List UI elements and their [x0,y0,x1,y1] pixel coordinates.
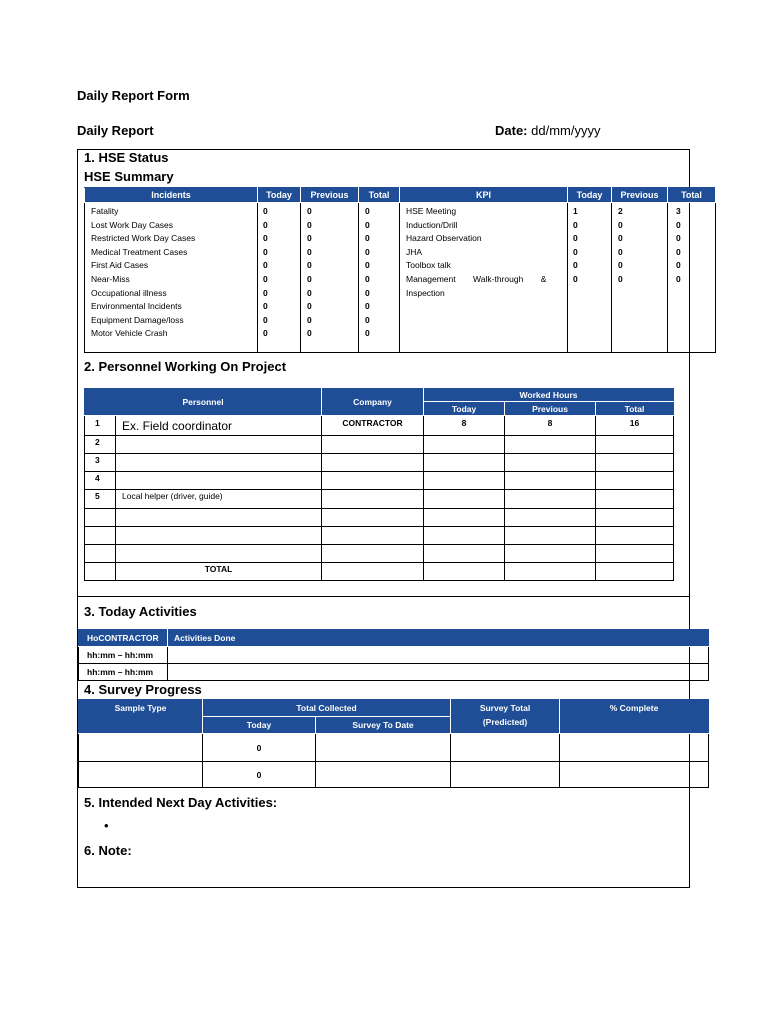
percent-complete-header: % Complete [560,700,709,734]
incident-total-value: 0 [365,206,370,216]
incident-today-cell[interactable] [258,203,301,353]
personnel-cell[interactable] [116,472,322,490]
incident-today-value: 0 [263,219,268,230]
kpi-today-value: 0 [573,219,578,230]
incident-name: Equipment Damage/loss [91,314,184,325]
kpi-name: Toolbox talk [406,260,451,271]
personnel-cell[interactable] [116,545,322,563]
sample-type-cell[interactable] [79,734,203,762]
section2-title: 2. Personnel Working On Project [84,359,287,374]
kpi-previous-value: 2 [618,206,623,216]
section3-title: 3. Today Activities [84,604,197,619]
row-number [85,509,116,527]
hours-total-cell[interactable] [596,527,674,545]
total-collected-header: Total Collected [203,700,451,717]
company-cell[interactable]: CONTRACTOR [322,416,424,436]
kpi-name: Hazard Observation [406,233,482,244]
kpi-total-header: Total [668,188,716,203]
kpi-total-value: 0 [676,233,681,244]
survey-to-date-cell[interactable] [316,734,451,762]
time-header: HoCONTRACTOR [79,630,168,647]
table-row [85,545,674,563]
incident-name: Restricted Work Day Cases [91,233,196,244]
kpi-total-value: 0 [676,219,681,230]
incident-total-value: 0 [365,273,370,284]
hours-today-cell[interactable] [424,472,505,490]
incident-total-value: 0 [365,287,370,298]
row-number [85,545,116,563]
kpi-today-header: Today [568,188,612,203]
hours-today-header: Today [424,402,505,416]
personnel-cell[interactable] [116,436,322,454]
survey-total-cell[interactable] [451,762,560,788]
personnel-header: Personnel [85,389,322,416]
incident-previous-value: 0 [307,246,312,257]
section5-title: 5. Intended Next Day Activities: [84,795,278,810]
hours-previous-cell[interactable] [505,436,596,454]
kpi-today-value: 0 [573,246,578,257]
incident-today-value: 0 [263,301,268,312]
report-label: Daily Report [77,123,154,138]
kpi-total-value: 3 [676,206,681,216]
incident-previous-value: 0 [307,219,312,230]
hours-previous-header: Previous [505,402,596,416]
incident-total-value: 0 [365,301,370,312]
survey-total-predicted-header: (Predicted) [451,717,560,734]
hours-total-cell[interactable] [596,545,674,563]
row-number [85,527,116,545]
table-row [85,416,674,436]
incidents-total-header: Total [359,188,400,203]
activity-cell[interactable] [168,664,709,681]
form-title: Daily Report Form [77,88,190,103]
hours-previous-total-cell[interactable] [505,563,596,581]
table-row [79,762,709,788]
incident-name: Lost Work Day Cases [91,219,174,230]
hours-previous-cell[interactable] [505,454,596,472]
hours-previous-cell[interactable] [505,545,596,563]
incident-previous-value: 0 [307,328,312,339]
section6-title: 6. Note: [84,843,132,858]
incident-previous-cell[interactable] [301,203,359,353]
kpi-previous-value: 0 [618,273,623,284]
section1-subtitle: HSE Summary [84,169,174,184]
incident-today-value: 0 [263,260,268,271]
kpi-name: Management Walk-through & [406,273,547,284]
table-row [85,490,674,509]
survey-today-header: Today [203,717,316,734]
kpi-today-value: 1 [573,206,578,216]
survey-to-date-header: Survey To Date [316,717,451,734]
hours-total-cell[interactable] [596,472,674,490]
incident-today-value: 0 [263,246,268,257]
kpi-name: JHA [406,246,423,257]
personnel-cell[interactable]: Ex. Field coordinator [116,416,322,436]
table-row [79,734,709,762]
incident-today-value: 0 [263,328,268,339]
incident-total-value: 0 [365,233,370,244]
incident-total-value: 0 [365,219,370,230]
incident-previous-value: 0 [307,287,312,298]
personnel-table [84,388,674,581]
total-row [85,563,674,581]
kpi-name-continued: Inspection [406,287,445,298]
kpi-total-value: 0 [676,246,681,257]
kpi-previous-value: 0 [618,219,623,230]
hours-total-cell[interactable] [596,509,674,527]
section4-title: 4. Survey Progress [84,682,202,697]
hours-today-cell[interactable] [424,545,505,563]
hours-today-cell[interactable] [424,454,505,472]
kpi-total-value: 0 [676,273,681,284]
row-number: 1 [85,416,116,436]
kpi-today-value: 0 [573,260,578,271]
company-cell[interactable] [322,509,424,527]
personnel-cell[interactable] [116,454,322,472]
hours-total-cell[interactable] [596,436,674,454]
company-cell[interactable] [322,472,424,490]
hours-previous-cell[interactable] [505,509,596,527]
incident-previous-value: 0 [307,206,312,216]
kpi-names-cell [400,203,568,353]
hours-total-header: Total [596,402,674,416]
incident-previous-value: 0 [307,301,312,312]
kpi-previous-header: Previous [612,188,668,203]
time-cell[interactable]: hh:mm – hh:mm [79,647,168,664]
section-divider [77,596,690,597]
row-number [85,563,116,581]
table-row [79,664,709,681]
hours-previous-cell[interactable] [505,490,596,509]
hours-today-cell[interactable] [424,509,505,527]
incident-today-value: 0 [263,233,268,244]
incident-name: Fatality [91,206,119,216]
incident-total-value: 0 [365,246,370,257]
kpi-today-cell[interactable] [568,203,612,353]
company-cell[interactable] [322,490,424,509]
survey-progress-table [78,699,709,788]
bullet-item[interactable]: • [104,818,109,833]
table-row [85,509,674,527]
company-cell[interactable] [322,454,424,472]
survey-total-header: Survey Total [451,700,560,717]
incident-total-cell[interactable] [359,203,400,353]
table-row [85,454,674,472]
personnel-cell[interactable] [116,527,322,545]
table-row [79,647,709,664]
hours-previous-cell[interactable]: 8 [505,416,596,436]
hours-today-cell[interactable] [424,490,505,509]
kpi-today-value: 0 [573,233,578,244]
table-row [85,472,674,490]
incident-today-value: 0 [263,273,268,284]
incident-today-value: 0 [263,206,268,216]
percent-complete-cell[interactable] [560,762,709,788]
incident-previous-value: 0 [307,314,312,325]
incident-name: Medical Treatment Cases [91,246,188,257]
incidents-header: Incidents [85,188,258,203]
company-cell[interactable] [322,545,424,563]
survey-today-cell[interactable]: 0 [203,734,316,762]
table-row [85,527,674,545]
hours-today-cell[interactable] [424,527,505,545]
hours-previous-cell[interactable] [505,472,596,490]
kpi-total-cell[interactable] [668,203,716,353]
kpi-name: HSE Meeting [406,206,457,216]
row-number: 5 [85,490,116,509]
sample-type-header: Sample Type [79,700,203,734]
row-number: 2 [85,436,116,454]
incident-name: Near-Miss [91,273,130,284]
row-number: 3 [85,454,116,472]
sample-type-cell[interactable] [79,762,203,788]
table-row [85,436,674,454]
kpi-total-value: 0 [676,260,681,271]
incident-total-value: 0 [365,328,370,339]
incident-name: First Aid Cases [91,260,149,271]
incident-previous-value: 0 [307,260,312,271]
row-number: 4 [85,472,116,490]
incident-previous-value: 0 [307,273,312,284]
company-header: Company [322,389,424,416]
kpi-previous-value: 0 [618,260,623,271]
incident-name: Motor Vehicle Crash [91,328,168,339]
personnel-cell[interactable]: Local helper (driver, guide) [116,490,322,509]
hours-previous-cell[interactable] [505,527,596,545]
incident-today-value: 0 [263,287,268,298]
date-value[interactable]: dd/mm/yyyy [531,123,601,138]
section1-title: 1. HSE Status [84,150,169,165]
survey-to-date-cell[interactable] [316,762,451,788]
hours-total-cell[interactable] [596,454,674,472]
activities-table [78,629,709,681]
kpi-name: Induction/Drill [406,219,458,230]
incidents-today-header: Today [258,188,301,203]
personnel-cell[interactable] [116,509,322,527]
incidents-previous-header: Previous [301,188,359,203]
company-cell[interactable] [322,527,424,545]
date-field [495,123,600,138]
incident-name: Occupational illness [91,287,167,298]
worked-hours-header: Worked Hours [424,389,674,402]
hours-today-cell[interactable] [424,436,505,454]
incident-names-cell [85,203,258,353]
incident-name: Environmental Incidents [91,301,182,312]
hours-total-cell[interactable] [596,490,674,509]
survey-total-cell[interactable] [451,734,560,762]
incident-total-value: 0 [365,260,370,271]
hse-summary-table [84,187,716,353]
kpi-today-value: 0 [573,273,578,284]
company-cell[interactable] [322,436,424,454]
kpi-header: KPI [400,188,568,203]
incident-today-value: 0 [263,314,268,325]
hours-today-total-cell[interactable] [424,563,505,581]
survey-today-cell[interactable]: 0 [203,762,316,788]
incident-previous-value: 0 [307,233,312,244]
time-cell[interactable]: hh:mm – hh:mm [79,664,168,681]
hours-today-cell[interactable]: 8 [424,416,505,436]
date-label: Date: [495,123,528,138]
total-label: TOTAL [116,563,322,581]
hours-total-cell[interactable]: 16 [596,416,674,436]
kpi-previous-cell[interactable] [612,203,668,353]
activity-cell[interactable] [168,647,709,664]
company-total-cell[interactable] [322,563,424,581]
activities-done-header: Activities Done [168,630,709,647]
kpi-previous-value: 0 [618,233,623,244]
kpi-previous-value: 0 [618,246,623,257]
incident-total-value: 0 [365,314,370,325]
hours-total-total-cell[interactable] [596,563,674,581]
percent-complete-cell[interactable] [560,734,709,762]
